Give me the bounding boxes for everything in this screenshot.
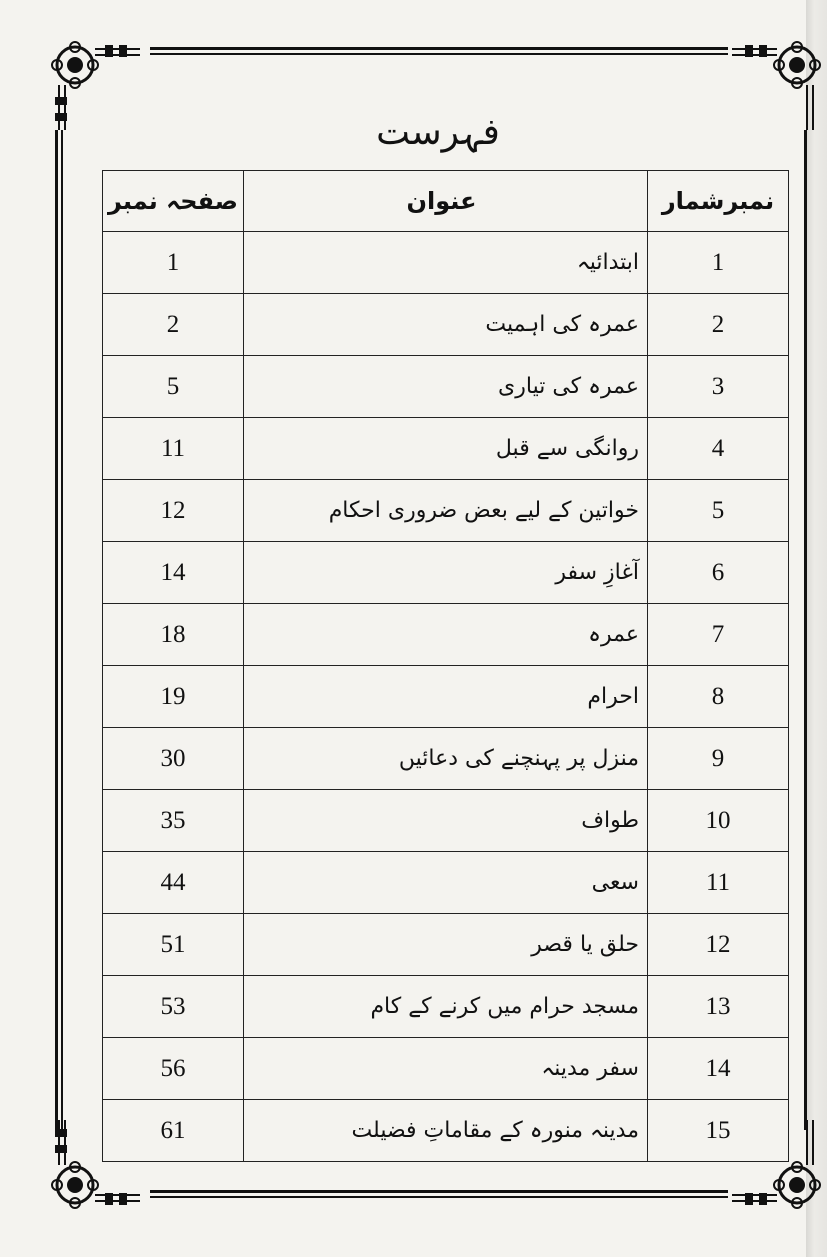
row-serial: 12 (648, 914, 789, 976)
frame-top-line (150, 47, 728, 50)
row-serial: 14 (648, 1038, 789, 1100)
frame-bottom-line-inner (150, 1196, 728, 1198)
row-topic: عمرہ کی اہمیت (244, 294, 648, 356)
table-body (103, 232, 789, 1162)
row-page-number: 5 (103, 356, 244, 418)
row-serial: 8 (648, 666, 789, 728)
table-row (103, 728, 789, 790)
row-page-number: 30 (103, 728, 244, 790)
table-row (103, 480, 789, 542)
row-topic: ابتدائیہ (244, 232, 648, 294)
row-serial: 13 (648, 976, 789, 1038)
table-header-row (103, 171, 789, 232)
row-page-number: 11 (103, 418, 244, 480)
row-page-number: 53 (103, 976, 244, 1038)
row-topic: عمرہ کی تیاری (244, 356, 648, 418)
table-row (103, 356, 789, 418)
row-topic: طواف (244, 790, 648, 852)
frame-bottom-line (150, 1190, 728, 1193)
row-page-number: 61 (103, 1100, 244, 1162)
table-row (103, 852, 789, 914)
table-row (103, 976, 789, 1038)
row-serial: 15 (648, 1100, 789, 1162)
table-row (103, 914, 789, 976)
contents-table (102, 170, 789, 1162)
row-topic: خواتین کے لیے بعض ضروری احکام (244, 480, 648, 542)
row-page-number: 51 (103, 914, 244, 976)
row-serial: 3 (648, 356, 789, 418)
table-row (103, 666, 789, 728)
table-row (103, 1100, 789, 1162)
table-row (103, 232, 789, 294)
table-row (103, 294, 789, 356)
row-serial: 11 (648, 852, 789, 914)
frame-right-line (804, 130, 807, 1130)
table-row (103, 790, 789, 852)
row-topic: مدینہ منورہ کے مقاماتِ فضیلت (244, 1100, 648, 1162)
page-edge-shadow (806, 0, 827, 1257)
row-topic: مسجد حرام میں کرنے کے کام (244, 976, 648, 1038)
table-row (103, 418, 789, 480)
table-row (103, 1038, 789, 1100)
row-topic: سعی (244, 852, 648, 914)
row-topic: سفر مدینہ (244, 1038, 648, 1100)
page-title: فہرست (376, 112, 500, 153)
row-serial: 9 (648, 728, 789, 790)
table-row (103, 542, 789, 604)
row-page-number: 14 (103, 542, 244, 604)
row-page-number: 56 (103, 1038, 244, 1100)
row-topic: منزل پر پہنچنے کی دعائیں (244, 728, 648, 790)
row-topic: احرام (244, 666, 648, 728)
frame-left-line-inner (61, 130, 63, 1130)
row-serial: 7 (648, 604, 789, 666)
row-serial: 2 (648, 294, 789, 356)
row-page-number: 2 (103, 294, 244, 356)
row-page-number: 18 (103, 604, 244, 666)
row-serial: 1 (648, 232, 789, 294)
row-page-number: 19 (103, 666, 244, 728)
header-topic: عنوان (244, 171, 648, 232)
row-serial: 4 (648, 418, 789, 480)
row-topic: حلق یا قصر (244, 914, 648, 976)
row-serial: 6 (648, 542, 789, 604)
row-topic: آغازِ سفر (244, 542, 648, 604)
row-serial: 10 (648, 790, 789, 852)
row-page-number: 12 (103, 480, 244, 542)
row-page-number: 35 (103, 790, 244, 852)
frame-top-line-inner (150, 53, 728, 55)
frame-left-line (55, 130, 58, 1130)
row-serial: 5 (648, 480, 789, 542)
row-topic: روانگی سے قبل (244, 418, 648, 480)
header-page: صفحہ نمبر (103, 171, 244, 232)
row-topic: عمرہ (244, 604, 648, 666)
header-serial: نمبرشمار (648, 171, 789, 232)
table-row (103, 604, 789, 666)
row-page-number: 44 (103, 852, 244, 914)
row-page-number: 1 (103, 232, 244, 294)
